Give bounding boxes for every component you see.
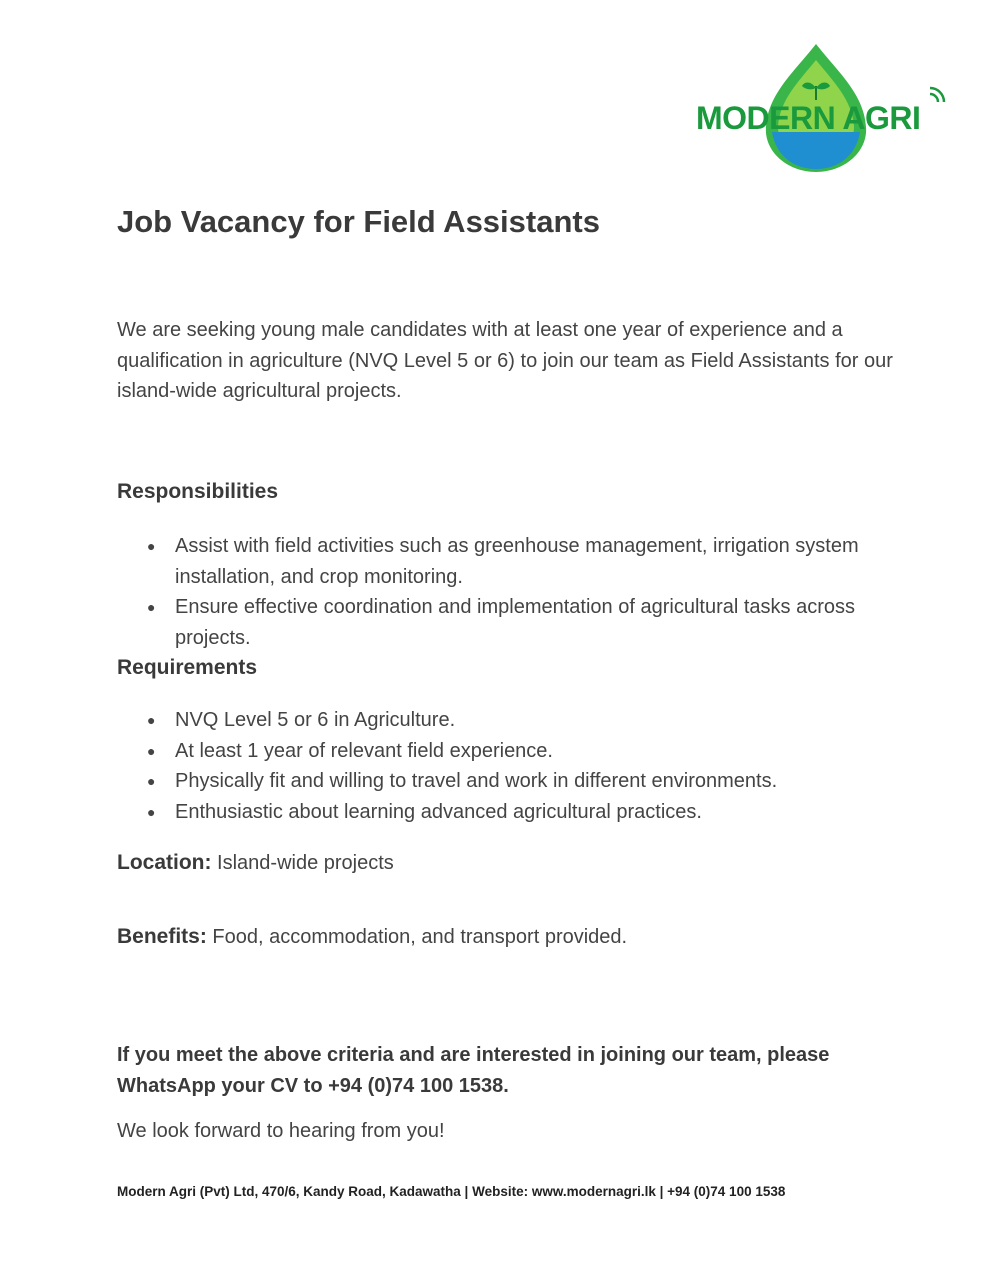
location-label: Location:: [117, 851, 212, 874]
list-item-text: Physically fit and willing to travel and work in different environments.: [175, 770, 778, 792]
list-item-text: Enthusiastic about learning advanced agricultural practices.: [175, 800, 702, 823]
responsibilities-list: [117, 531, 917, 653]
bullet-icon: ●: [147, 742, 156, 759]
bullet-icon: ●: [147, 803, 156, 820]
list-item: [117, 592, 917, 653]
location-row: [117, 851, 394, 875]
list-item: [117, 797, 917, 828]
list-item-text: Assist with field activities such as greenhouse management, irrigation system installation, and crop monitoring.: [175, 535, 859, 588]
logo-text: MODERN AGRI: [696, 100, 921, 136]
benefits-row: [117, 925, 627, 949]
bullet-icon: ●: [147, 773, 156, 789]
footer-contact: Modern Agri (Pvt) Ltd, 470/6, Kandy Road, Kadawatha | Website: www.modernagri.lk | +94 (0)74 100 1538: [117, 1184, 786, 1199]
list-item: [117, 531, 917, 592]
list-item: [117, 766, 917, 797]
bullet-icon: ●: [147, 712, 156, 728]
list-item-text: NVQ Level 5 or 6 in Agriculture.: [175, 709, 456, 731]
intro-paragraph: We are seeking young male candidates with at least one year of experience and a qualification in agriculture (NVQ Level 5 or 6) to join our team as Field Assistants for our island-wide agricultural projects.: [117, 319, 893, 402]
bullet-icon: ●: [147, 599, 156, 615]
responsibilities-heading: Responsibilities: [117, 480, 279, 503]
call-to-action: If you meet the above criteria and are interested in joining our team, please WhatsApp your CV to +94 (0)74 100 1538.: [117, 1044, 830, 1097]
company-logo: [694, 42, 946, 174]
bullet-icon: ●: [147, 538, 156, 554]
requirements-heading: Requirements: [117, 656, 258, 679]
list-item-text: At least 1 year of relevant field experience.: [175, 739, 553, 762]
location-value: Island-wide projects: [211, 852, 394, 874]
closing-line: We look forward to hearing from you!: [117, 1120, 445, 1142]
page-title: Job Vacancy for Field Assistants: [117, 204, 600, 239]
benefits-label: Benefits:: [117, 925, 207, 948]
list-item: [117, 736, 917, 767]
benefits-value: Food, accommodation, and transport provided.: [206, 926, 628, 948]
list-item: [117, 705, 917, 736]
requirements-list: [117, 705, 917, 827]
list-item-text: Ensure effective coordination and implementation of agricultural tasks across projects.: [175, 596, 855, 649]
